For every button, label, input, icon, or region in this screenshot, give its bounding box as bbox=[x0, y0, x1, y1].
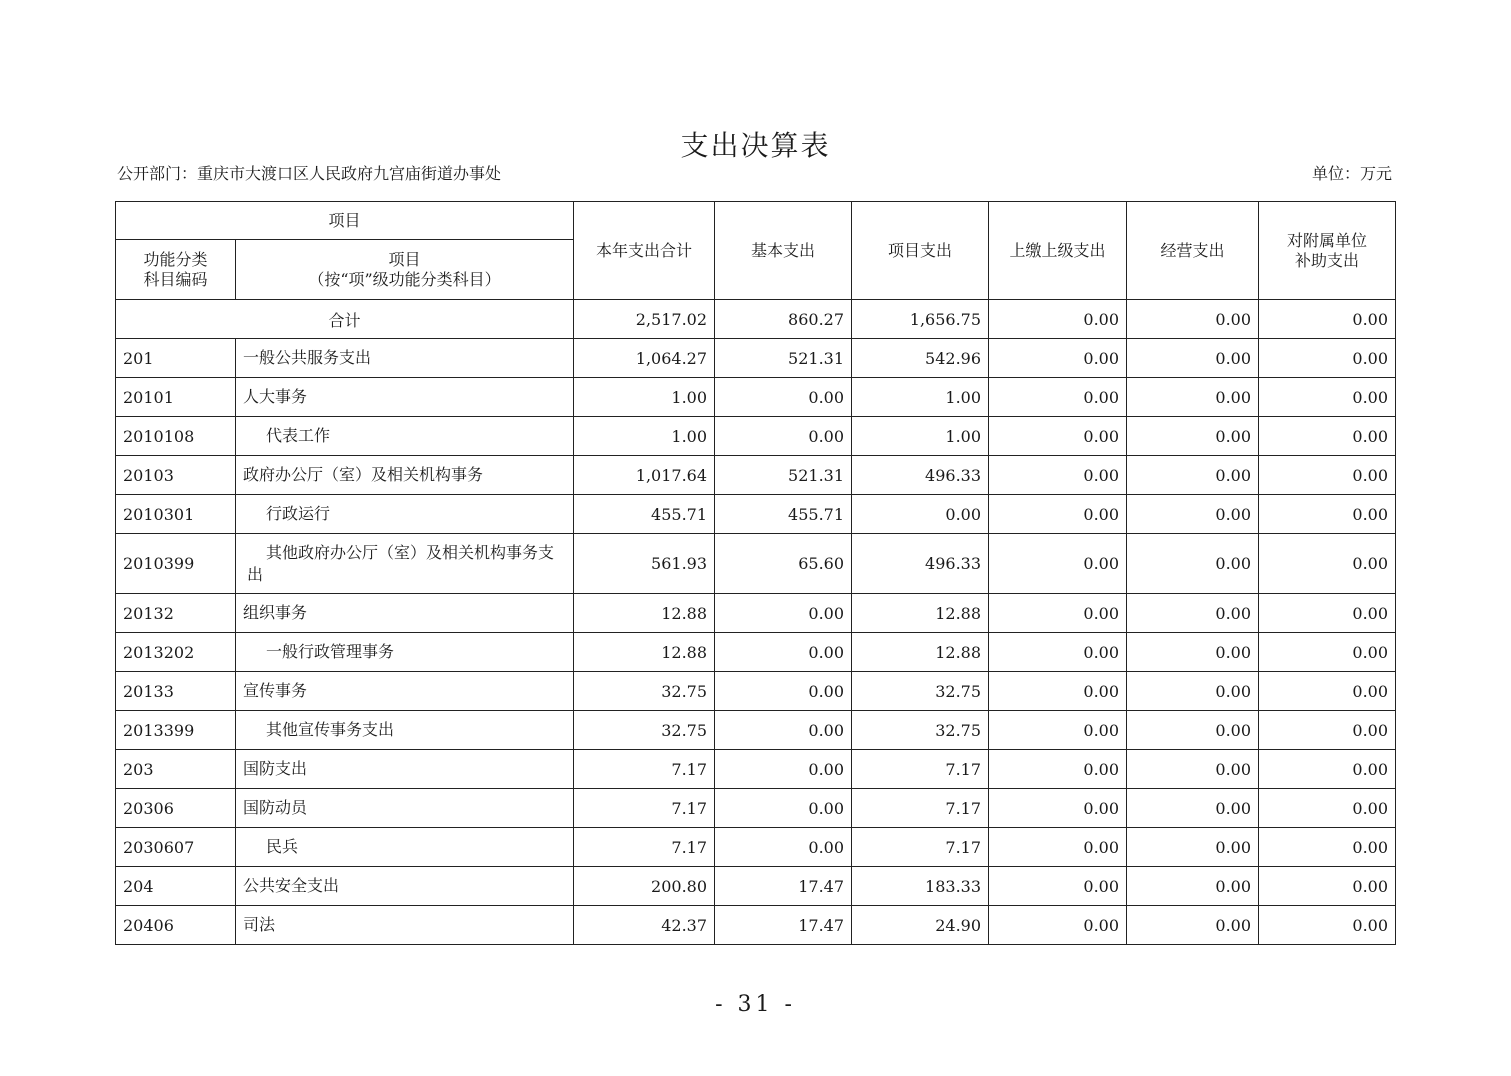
row-value: 0.00 bbox=[989, 828, 1127, 867]
header-subsidy: 对附属单位 补助支出 bbox=[1259, 202, 1396, 300]
row-value: 65.60 bbox=[715, 534, 852, 594]
row-value: 32.75 bbox=[574, 672, 715, 711]
row-name: 民兵 bbox=[236, 828, 574, 867]
row-code: 2013202 bbox=[116, 633, 236, 672]
total-value: 2,517.02 bbox=[574, 300, 715, 339]
row-value: 0.00 bbox=[1127, 378, 1259, 417]
row-value: 0.00 bbox=[989, 633, 1127, 672]
row-code: 2013399 bbox=[116, 711, 236, 750]
row-value: 0.00 bbox=[715, 711, 852, 750]
row-value: 0.00 bbox=[989, 456, 1127, 495]
row-value: 0.00 bbox=[1127, 906, 1259, 945]
row-value: 0.00 bbox=[1259, 633, 1396, 672]
row-code: 20406 bbox=[116, 906, 236, 945]
row-name: 国防支出 bbox=[236, 750, 574, 789]
expenditure-table bbox=[115, 201, 1396, 945]
table-row bbox=[116, 789, 1396, 828]
row-code: 201 bbox=[116, 339, 236, 378]
row-value: 7.17 bbox=[574, 789, 715, 828]
row-value: 0.00 bbox=[1127, 633, 1259, 672]
row-name: 代表工作 bbox=[236, 417, 574, 456]
row-name: 人大事务 bbox=[236, 378, 574, 417]
total-value: 0.00 bbox=[1259, 300, 1396, 339]
total-value: 860.27 bbox=[715, 300, 852, 339]
table-row bbox=[116, 711, 1396, 750]
row-value: 496.33 bbox=[852, 456, 989, 495]
table-row bbox=[116, 456, 1396, 495]
row-value: 0.00 bbox=[715, 789, 852, 828]
row-name: 其他宣传事务支出 bbox=[236, 711, 574, 750]
row-value: 0.00 bbox=[989, 378, 1127, 417]
row-code: 2010108 bbox=[116, 417, 236, 456]
row-value: 32.75 bbox=[852, 711, 989, 750]
row-value: 7.17 bbox=[852, 828, 989, 867]
page-number: - 31 - bbox=[715, 992, 796, 1017]
table-row bbox=[116, 867, 1396, 906]
row-value: 0.00 bbox=[989, 711, 1127, 750]
table-row bbox=[116, 495, 1396, 534]
header-business: 经营支出 bbox=[1127, 202, 1259, 300]
row-value: 0.00 bbox=[1127, 750, 1259, 789]
header-item-line1: 项目 bbox=[388, 249, 421, 269]
total-value: 0.00 bbox=[1127, 300, 1259, 339]
row-name: 宣传事务 bbox=[236, 672, 574, 711]
row-code: 20132 bbox=[116, 594, 236, 633]
row-value: 17.47 bbox=[715, 867, 852, 906]
row-value: 17.47 bbox=[715, 906, 852, 945]
row-name: 一般行政管理事务 bbox=[236, 633, 574, 672]
row-value: 0.00 bbox=[1127, 867, 1259, 906]
row-value: 0.00 bbox=[989, 339, 1127, 378]
row-value: 0.00 bbox=[1127, 495, 1259, 534]
table-row bbox=[116, 594, 1396, 633]
header-project: 项目支出 bbox=[852, 202, 989, 300]
header-upper: 上缴上级支出 bbox=[989, 202, 1127, 300]
row-value: 0.00 bbox=[989, 417, 1127, 456]
row-name: 公共安全支出 bbox=[236, 867, 574, 906]
row-value: 24.90 bbox=[852, 906, 989, 945]
row-value: 521.31 bbox=[715, 339, 852, 378]
row-code: 203 bbox=[116, 750, 236, 789]
row-value: 42.37 bbox=[574, 906, 715, 945]
row-value: 0.00 bbox=[989, 867, 1127, 906]
row-value: 521.31 bbox=[715, 456, 852, 495]
row-name: 其他政府办公厅（室）及相关机构事务支出 bbox=[236, 534, 574, 594]
row-name: 政府办公厅（室）及相关机构事务 bbox=[236, 456, 574, 495]
row-code: 20306 bbox=[116, 789, 236, 828]
row-value: 12.88 bbox=[574, 594, 715, 633]
row-value: 0.00 bbox=[1259, 711, 1396, 750]
row-value: 0.00 bbox=[989, 495, 1127, 534]
row-value: 1,017.64 bbox=[574, 456, 715, 495]
total-label: 合计 bbox=[116, 300, 574, 339]
row-value: 1.00 bbox=[574, 378, 715, 417]
row-value: 1,064.27 bbox=[574, 339, 715, 378]
total-row bbox=[116, 300, 1396, 339]
row-value: 0.00 bbox=[1127, 711, 1259, 750]
header-item bbox=[236, 240, 574, 300]
header-project-group: 项目 bbox=[116, 202, 574, 240]
row-value: 0.00 bbox=[1259, 828, 1396, 867]
row-value: 0.00 bbox=[715, 378, 852, 417]
row-value: 0.00 bbox=[1259, 906, 1396, 945]
row-value: 455.71 bbox=[715, 495, 852, 534]
row-value: 0.00 bbox=[1259, 534, 1396, 594]
row-value: 0.00 bbox=[1259, 789, 1396, 828]
table-row bbox=[116, 378, 1396, 417]
table-row bbox=[116, 672, 1396, 711]
row-value: 200.80 bbox=[574, 867, 715, 906]
row-code: 20133 bbox=[116, 672, 236, 711]
row-value: 0.00 bbox=[715, 828, 852, 867]
row-value: 12.88 bbox=[574, 633, 715, 672]
row-value: 7.17 bbox=[852, 750, 989, 789]
row-value: 0.00 bbox=[852, 495, 989, 534]
row-name: 司法 bbox=[236, 906, 574, 945]
row-value: 0.00 bbox=[1127, 828, 1259, 867]
row-value: 0.00 bbox=[989, 594, 1127, 633]
row-value: 0.00 bbox=[989, 672, 1127, 711]
row-value: 455.71 bbox=[574, 495, 715, 534]
row-value: 0.00 bbox=[1259, 594, 1396, 633]
table-row bbox=[116, 633, 1396, 672]
unit-label: 单位：万元 bbox=[1311, 164, 1392, 183]
row-value: 1.00 bbox=[852, 417, 989, 456]
row-value: 0.00 bbox=[1127, 789, 1259, 828]
row-value: 496.33 bbox=[852, 534, 989, 594]
table-row bbox=[116, 417, 1396, 456]
header-basic: 基本支出 bbox=[715, 202, 852, 300]
row-value: 7.17 bbox=[852, 789, 989, 828]
row-code: 2030607 bbox=[116, 828, 236, 867]
table-row bbox=[116, 339, 1396, 378]
row-value: 0.00 bbox=[1259, 750, 1396, 789]
row-code: 2010301 bbox=[116, 495, 236, 534]
row-value: 0.00 bbox=[989, 906, 1127, 945]
row-name: 一般公共服务支出 bbox=[236, 339, 574, 378]
row-value: 0.00 bbox=[1259, 495, 1396, 534]
row-value: 32.75 bbox=[574, 711, 715, 750]
row-name: 组织事务 bbox=[236, 594, 574, 633]
row-value: 561.93 bbox=[574, 534, 715, 594]
row-code: 20101 bbox=[116, 378, 236, 417]
header-item-line2: （按“项”级功能分类科目） bbox=[308, 269, 501, 289]
table-row bbox=[116, 750, 1396, 789]
row-value: 0.00 bbox=[1259, 339, 1396, 378]
row-value: 0.00 bbox=[1127, 339, 1259, 378]
page-title: 支出决算表 bbox=[680, 129, 831, 162]
row-value: 1.00 bbox=[852, 378, 989, 417]
row-value: 0.00 bbox=[1259, 672, 1396, 711]
row-value: 0.00 bbox=[1259, 417, 1396, 456]
table-row bbox=[116, 906, 1396, 945]
total-value: 0.00 bbox=[989, 300, 1127, 339]
row-value: 0.00 bbox=[715, 417, 852, 456]
total-value: 1,656.75 bbox=[852, 300, 989, 339]
row-value: 0.00 bbox=[989, 750, 1127, 789]
header-code: 功能分类 科目编码 bbox=[116, 240, 236, 300]
row-value: 0.00 bbox=[1127, 534, 1259, 594]
row-value: 0.00 bbox=[1127, 456, 1259, 495]
row-code: 20103 bbox=[116, 456, 236, 495]
row-value: 0.00 bbox=[1259, 378, 1396, 417]
row-value: 1.00 bbox=[574, 417, 715, 456]
row-value: 0.00 bbox=[715, 672, 852, 711]
row-value: 32.75 bbox=[852, 672, 989, 711]
row-value: 0.00 bbox=[989, 789, 1127, 828]
row-value: 0.00 bbox=[715, 750, 852, 789]
row-value: 0.00 bbox=[1127, 417, 1259, 456]
row-value: 0.00 bbox=[989, 534, 1127, 594]
row-value: 183.33 bbox=[852, 867, 989, 906]
row-value: 0.00 bbox=[715, 633, 852, 672]
row-value: 0.00 bbox=[1259, 867, 1396, 906]
row-value: 12.88 bbox=[852, 594, 989, 633]
row-code: 204 bbox=[116, 867, 236, 906]
header-total: 本年支出合计 bbox=[574, 202, 715, 300]
row-name: 国防动员 bbox=[236, 789, 574, 828]
table-row bbox=[116, 534, 1396, 594]
row-value: 0.00 bbox=[1127, 594, 1259, 633]
row-value: 7.17 bbox=[574, 828, 715, 867]
row-value: 0.00 bbox=[715, 594, 852, 633]
row-value: 0.00 bbox=[1127, 672, 1259, 711]
row-value: 12.88 bbox=[852, 633, 989, 672]
row-value: 542.96 bbox=[852, 339, 989, 378]
row-code: 2010399 bbox=[116, 534, 236, 594]
row-value: 7.17 bbox=[574, 750, 715, 789]
department-label: 公开部门：重庆市大渡口区人民政府九宫庙街道办事处 bbox=[117, 164, 502, 183]
row-name: 行政运行 bbox=[236, 495, 574, 534]
row-value: 0.00 bbox=[1259, 456, 1396, 495]
table-row bbox=[116, 828, 1396, 867]
